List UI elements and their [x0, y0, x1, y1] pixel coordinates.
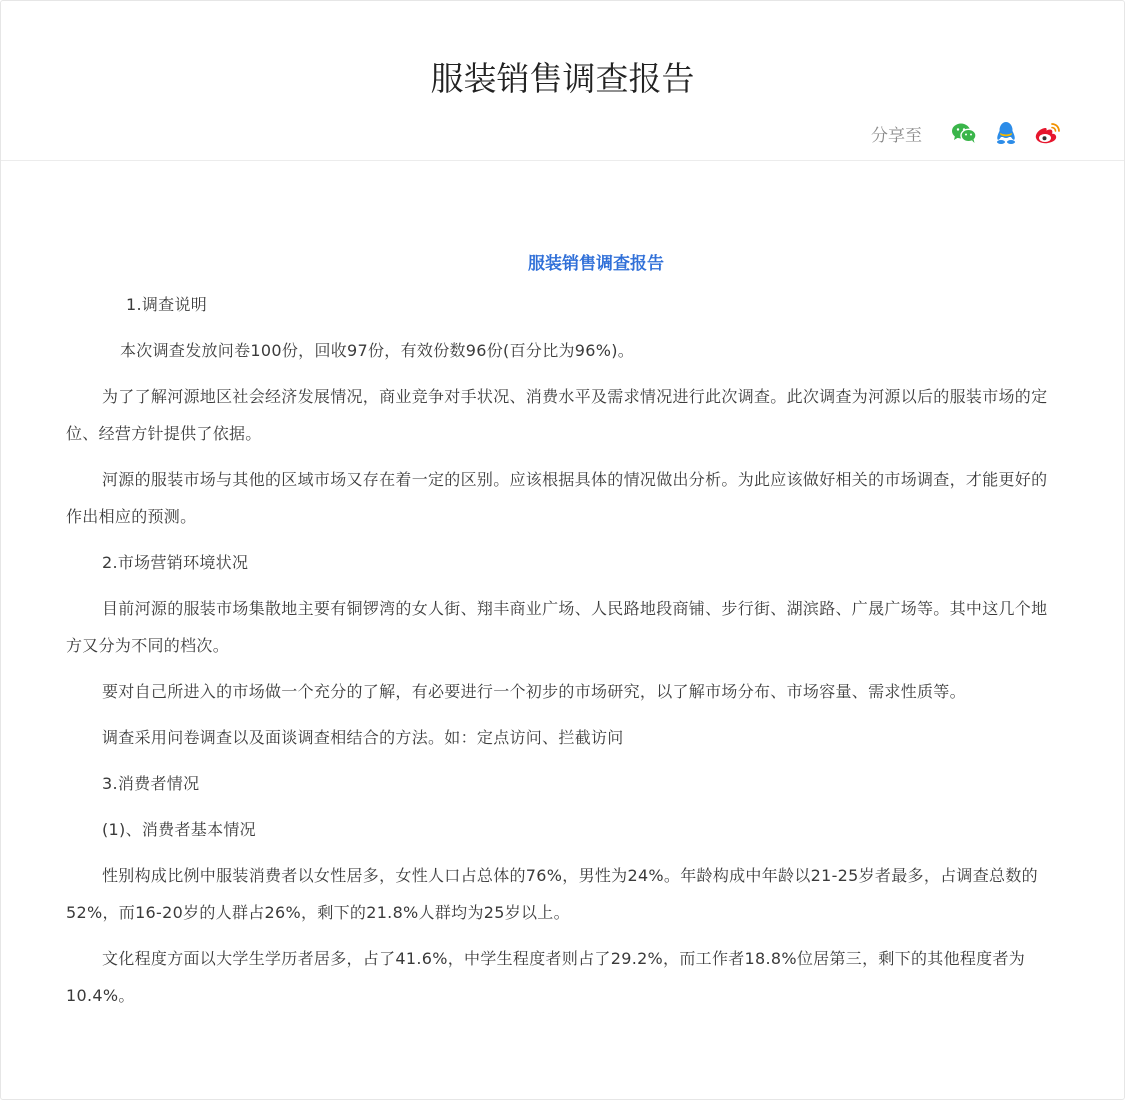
paragraph: 文化程度方面以大学生学历者居多，占了41.6%，中学生程度者则占了29.2%，而工作者18.8%位居第三，剩下的其他程度者为10.4%。 — [66, 949, 1026, 1005]
section-heading: 3.消费者情况 — [102, 774, 200, 793]
paragraph: 河源的服装市场与其他的区域市场又存在着一定的区别。应该根据具体的情况做出分析。为此应该做好相关的市场调查，才能更好的作出相应的预测。 — [66, 470, 1048, 526]
paragraph: 性别构成比例中服装消费者以女性居多，女性人口占总体的76%，男性为24%。年龄构成中年龄以21-25岁者最多，占调查总数的52%，而16-20岁的人群占26%，剩下的21.8%人群均为25岁以上。 — [66, 866, 1038, 922]
page-title: 服装销售调查报告 — [430, 59, 695, 98]
wechat-icon[interactable] — [950, 119, 978, 147]
share-label: 分享至 — [871, 125, 922, 146]
paragraph: 调查采用问卷调查以及面谈调查相结合的方法。如：定点访问、拦截访问 — [102, 728, 624, 747]
qq-icon[interactable] — [992, 119, 1020, 147]
page-header — [1, 1, 1124, 161]
paragraph: 为了了解河源地区社会经济发展情况，商业竞争对手状况、消费水平及需求情况进行此次调查。此次调查为河源以后的服装市场的定位、经营方针提供了依据。 — [66, 387, 1048, 443]
share-bar — [871, 119, 1062, 147]
section-heading: 1.调查说明 — [126, 295, 208, 314]
article-body — [66, 243, 1061, 1023]
section-heading: 2.市场营销环境状况 — [102, 553, 249, 572]
paragraph: 本次调查发放问卷100份，回收97份，有效份数96份(百分比为96%)。 — [120, 341, 635, 360]
article-title: 服装销售调查报告 — [528, 254, 664, 274]
paragraph: 目前河源的服装市场集散地主要有铜锣湾的女人街、翔丰商业广场、人民路地段商铺、步行街、湖滨路、广晟广场等。其中这几个地方又分为不同的档次。 — [66, 599, 1048, 655]
paragraph: 要对自己所进入的市场做一个充分的了解，有必要进行一个初步的市场研究，以了解市场分布、市场容量、需求性质等。 — [102, 682, 966, 701]
subsection-heading: (1)、消费者基本情况 — [102, 820, 256, 839]
weibo-icon[interactable] — [1034, 119, 1062, 147]
